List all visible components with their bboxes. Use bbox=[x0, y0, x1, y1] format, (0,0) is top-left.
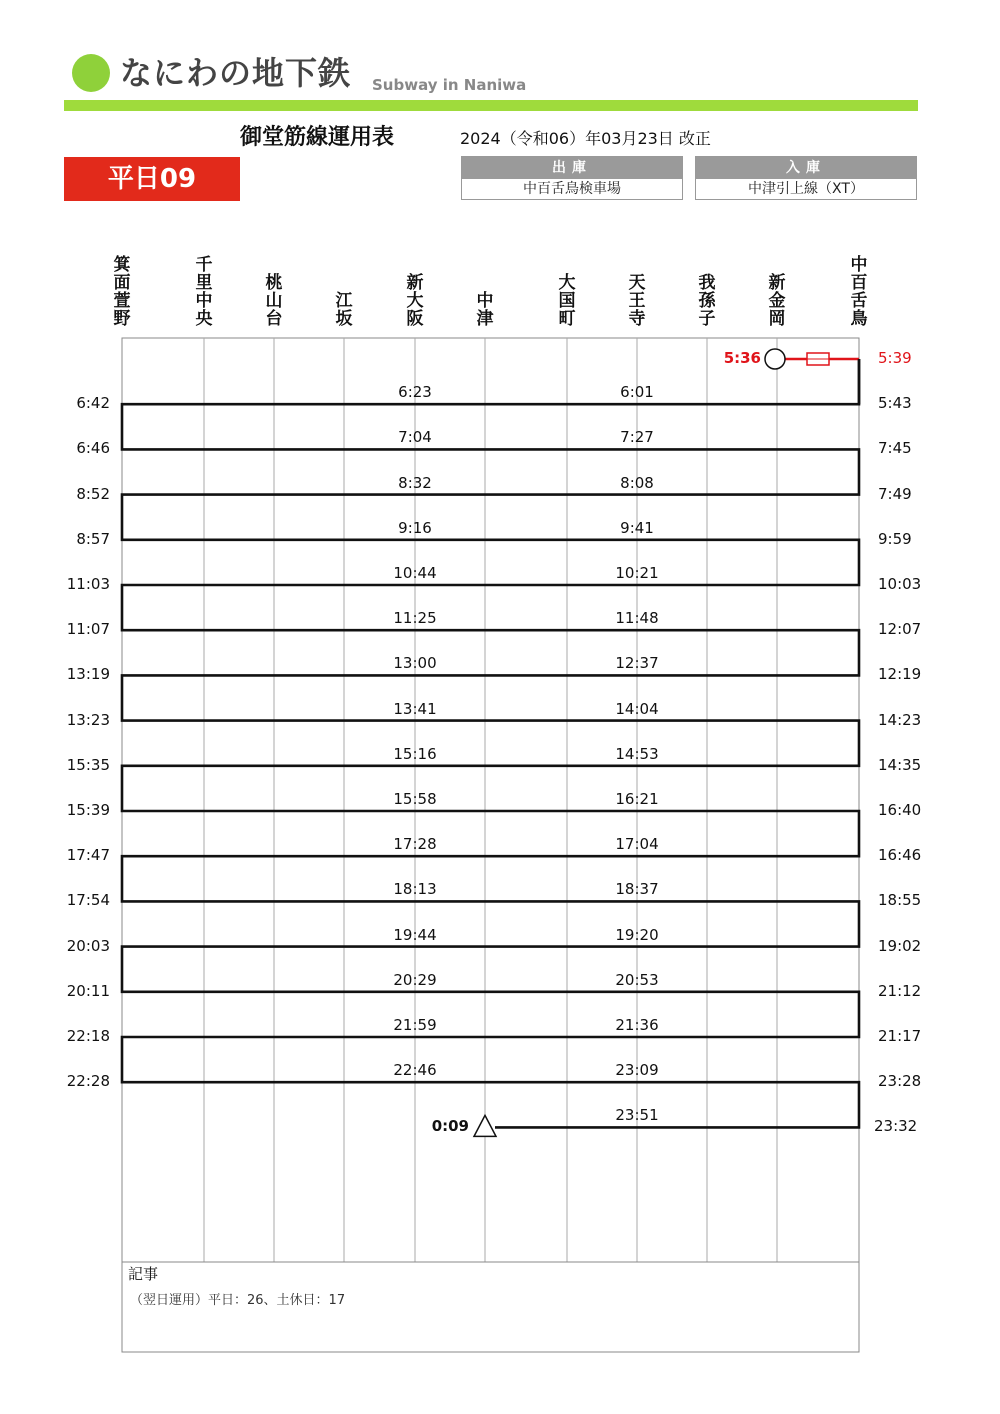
right-terminal-time: 14:35 bbox=[878, 755, 922, 774]
left-terminal-time: 8:57 bbox=[76, 529, 110, 548]
tennoji-time: 20:53 bbox=[615, 970, 659, 989]
left-terminal-time: 6:46 bbox=[76, 439, 110, 458]
tennoji-time: 8:08 bbox=[620, 473, 654, 492]
grid-frame bbox=[122, 338, 859, 1352]
shin-osaka-time: 8:32 bbox=[398, 473, 432, 492]
tennoji-time: 7:27 bbox=[620, 428, 654, 447]
right-terminal-time: 23:28 bbox=[878, 1072, 922, 1091]
brand-subtitle: Subway in Naniwa bbox=[372, 76, 527, 94]
left-terminal-time: 17:54 bbox=[66, 891, 110, 910]
operation-path bbox=[122, 359, 859, 1127]
depot-in-label: 入庫 bbox=[696, 157, 916, 179]
right-terminal-time: 21:12 bbox=[878, 981, 922, 1000]
start-time: 5:36 bbox=[723, 349, 761, 367]
shin-osaka-time: 19:44 bbox=[393, 925, 437, 944]
station-label: 中 津 bbox=[476, 291, 494, 329]
shin-osaka-time: 17:28 bbox=[393, 835, 437, 854]
right-terminal-time: 12:07 bbox=[878, 620, 922, 639]
right-terminal-time: 16:40 bbox=[878, 801, 922, 819]
station-label: 大 国 町 bbox=[558, 273, 576, 329]
left-terminal-time: 8:52 bbox=[76, 484, 110, 503]
page-title: 御堂筋線運用表 bbox=[240, 125, 395, 150]
shin-osaka-time: 21:59 bbox=[393, 1016, 437, 1034]
right-terminal-time: 21:17 bbox=[878, 1027, 922, 1045]
left-terminal-time: 15:35 bbox=[66, 755, 110, 774]
left-terminal-time: 22:28 bbox=[66, 1072, 110, 1091]
right-terminal-time: 10:03 bbox=[878, 575, 922, 593]
tennoji-time: 16:21 bbox=[615, 790, 659, 808]
right-terminal-time: 5:43 bbox=[878, 394, 912, 413]
right-terminal-time: 19:02 bbox=[878, 936, 922, 955]
station-label: 天 王 寺 bbox=[628, 273, 646, 329]
tennoji-time: 18:37 bbox=[615, 880, 659, 899]
shin-osaka-time: 13:00 bbox=[393, 654, 437, 673]
depot-out-value: 中百舌鳥検車場 bbox=[523, 181, 621, 197]
tennoji-time: 17:04 bbox=[615, 835, 659, 854]
tennoji-time: 12:37 bbox=[615, 654, 659, 673]
station-label: 桃 山 台 bbox=[265, 273, 283, 329]
brand-name: なにわの地下鉄 bbox=[120, 54, 352, 92]
shin-osaka-time: 18:13 bbox=[393, 880, 437, 899]
notes-label: 記事 bbox=[128, 1265, 159, 1283]
tennoji-time: 11:48 bbox=[615, 609, 659, 628]
left-terminal-time: 11:07 bbox=[66, 620, 110, 639]
tennoji-time: 14:53 bbox=[615, 744, 659, 763]
shin-osaka-time: 22:46 bbox=[393, 1061, 437, 1080]
tennoji-time: 10:21 bbox=[615, 564, 659, 582]
end-triangle-icon bbox=[474, 1115, 496, 1136]
left-terminal-time: 17:47 bbox=[66, 846, 110, 865]
tennoji-time: 21:36 bbox=[615, 1016, 659, 1034]
shin-osaka-time: 20:29 bbox=[393, 970, 437, 989]
left-terminal-time: 13:23 bbox=[66, 710, 110, 729]
final-right-time: 23:32 bbox=[874, 1117, 918, 1136]
shin-osaka-time: 11:25 bbox=[393, 609, 437, 628]
shin-osaka-time: 9:16 bbox=[398, 518, 432, 537]
tennoji-time: 14:04 bbox=[615, 699, 659, 718]
revision-date: 2024（令和06）年03月23日 改正 bbox=[460, 129, 711, 148]
notes-text: （翌日運用）平日：26、土休日：17 bbox=[130, 1293, 346, 1308]
shin-osaka-time: 6:23 bbox=[398, 383, 432, 402]
shin-osaka-time: 13:41 bbox=[393, 699, 437, 718]
shin-osaka-time: 15:58 bbox=[393, 790, 437, 808]
shin-osaka-time: 10:44 bbox=[393, 564, 437, 582]
depot-in-value: 中津引上線（XT） bbox=[748, 181, 864, 197]
depot-start-circle-icon bbox=[765, 349, 785, 369]
left-terminal-time: 13:19 bbox=[66, 665, 110, 684]
day-badge: 平日09 bbox=[64, 157, 240, 201]
right-terminal-time: 16:46 bbox=[878, 846, 922, 865]
station-label: 中 百 舌 鳥 bbox=[850, 255, 868, 329]
station-label: 箕 面 萱 野 bbox=[113, 255, 131, 329]
shin-osaka-time: 15:16 bbox=[393, 744, 437, 763]
tennoji-time: 23:09 bbox=[615, 1061, 659, 1080]
end-time: 0:09 bbox=[431, 1117, 469, 1136]
shin-osaka-time: 7:04 bbox=[398, 428, 432, 447]
right-terminal-time: 7:45 bbox=[878, 439, 912, 458]
right-terminal-time: 9:59 bbox=[878, 529, 912, 548]
left-terminal-time: 15:39 bbox=[66, 801, 110, 819]
station-label: 千 里 中 央 bbox=[195, 255, 213, 329]
station-label: 我 孫 子 bbox=[698, 273, 716, 329]
tennoji-time: 6:01 bbox=[620, 383, 654, 402]
start-right-time: 5:39 bbox=[878, 349, 912, 367]
right-terminal-time: 7:49 bbox=[878, 484, 912, 503]
station-label: 江 坂 bbox=[335, 291, 353, 329]
tennoji-time: 9:41 bbox=[620, 518, 654, 537]
station-label: 新 金 岡 bbox=[768, 273, 786, 329]
left-terminal-time: 22:18 bbox=[66, 1027, 110, 1045]
station-label: 新 大 阪 bbox=[406, 273, 424, 329]
left-terminal-time: 20:03 bbox=[66, 936, 110, 955]
tennoji-time: 19:20 bbox=[615, 925, 659, 944]
depot-out-label: 出庫 bbox=[462, 157, 682, 179]
left-terminal-time: 20:11 bbox=[66, 981, 110, 1000]
left-terminal-time: 11:03 bbox=[66, 575, 110, 593]
left-terminal-time: 6:42 bbox=[76, 394, 110, 413]
right-terminal-time: 18:55 bbox=[878, 891, 922, 910]
final-tennoji-time: 23:51 bbox=[615, 1106, 659, 1125]
right-terminal-time: 14:23 bbox=[878, 710, 922, 729]
right-terminal-time: 12:19 bbox=[878, 665, 922, 684]
